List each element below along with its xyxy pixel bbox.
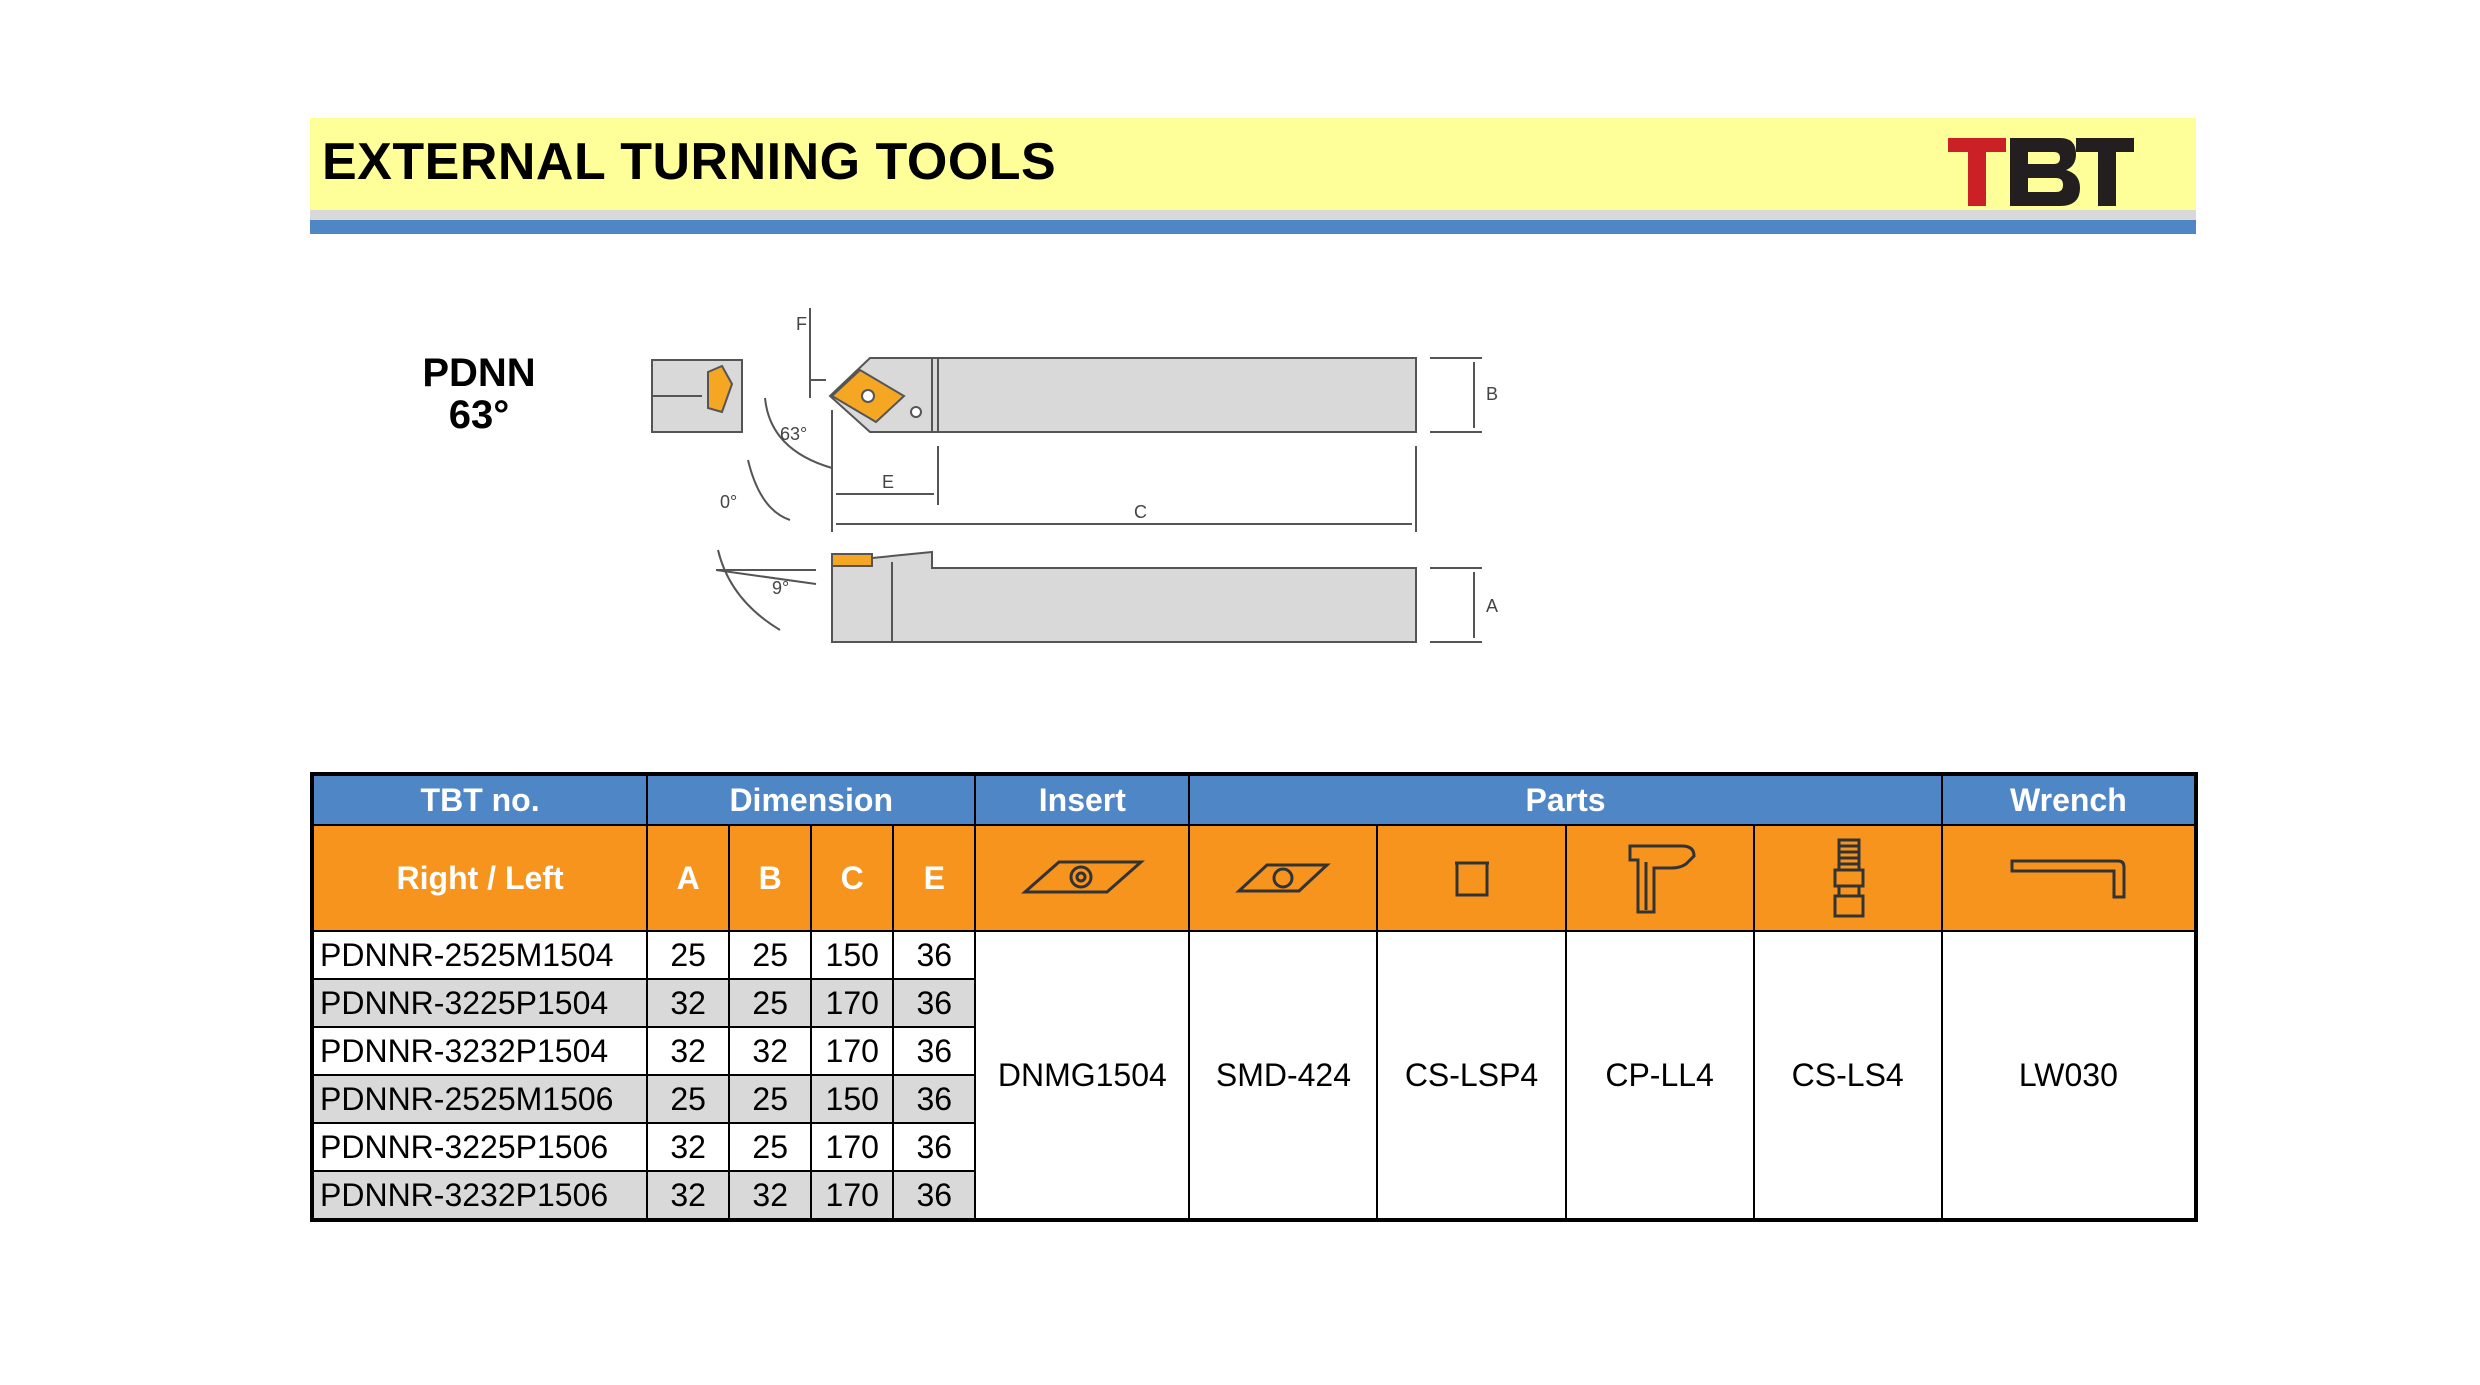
cell-shim: SMD-424: [1189, 931, 1377, 1220]
wrench-icon: [1942, 825, 2196, 931]
cell-e: 36: [893, 1123, 975, 1171]
group-header-row: [312, 774, 2196, 825]
cell-clamp-screw: CS-LS4: [1754, 931, 1942, 1220]
cell-b: 25: [729, 1123, 811, 1171]
cell-c: 170: [811, 979, 893, 1027]
cell-a: 25: [647, 1075, 729, 1123]
hdr-wrench: Wrench: [1942, 774, 2196, 825]
cell-c: 170: [811, 1027, 893, 1075]
cell-b: 25: [729, 979, 811, 1027]
cell-a: 32: [647, 1027, 729, 1075]
shim-screw-icon: [1377, 825, 1565, 931]
hdr-parts: Parts: [1189, 774, 1941, 825]
table-row: [312, 931, 2196, 979]
dim-f: F: [796, 314, 807, 334]
cell-code: PDNNR-3232P1504: [312, 1027, 647, 1075]
cell-clamp: CP-LL4: [1566, 931, 1754, 1220]
cell-b: 25: [729, 931, 811, 979]
cell-code: PDNNR-3225P1506: [312, 1123, 647, 1171]
spec-table: [310, 772, 2198, 1222]
hdr-e: E: [893, 825, 975, 931]
dim-a: A: [1486, 596, 1499, 616]
sub-header-row: [312, 825, 2196, 931]
cell-e: 36: [893, 979, 975, 1027]
cell-c: 150: [811, 1075, 893, 1123]
cell-insert: DNMG1504: [975, 931, 1189, 1220]
header-gray-rule: [310, 210, 2196, 220]
cell-a: 32: [647, 1171, 729, 1220]
cell-a: 25: [647, 931, 729, 979]
cell-c: 170: [811, 1123, 893, 1171]
cell-a: 32: [647, 979, 729, 1027]
model-label: [396, 352, 562, 436]
cell-e: 36: [893, 1171, 975, 1220]
model-angle: 63°: [448, 393, 510, 437]
cell-e: 36: [893, 1075, 975, 1123]
cell-wrench: LW030: [1942, 931, 2196, 1220]
header-blue-rule: [310, 220, 2196, 234]
angle-lead: 63°: [780, 424, 808, 444]
hdr-tbt-no: TBT no.: [312, 774, 647, 825]
insert-icon: [975, 825, 1189, 931]
cell-a: 32: [647, 1123, 729, 1171]
model-name: PDNN: [422, 351, 536, 395]
cell-code: PDNNR-2525M1506: [312, 1075, 647, 1123]
tool-drawing: [620, 300, 1520, 660]
cell-code: PDNNR-3232P1506: [312, 1171, 647, 1220]
hdr-a: A: [647, 825, 729, 931]
top-view-body: [932, 358, 1416, 432]
angle-zero: 0°: [720, 492, 738, 512]
page-title: EXTERNAL TURNING TOOLS: [322, 133, 1057, 191]
hdr-b: B: [729, 825, 811, 931]
side-view-body: [832, 552, 1416, 642]
header-banner: [310, 118, 2196, 210]
cell-b: 32: [729, 1027, 811, 1075]
cell-b: 32: [729, 1171, 811, 1220]
cell-e: 36: [893, 1027, 975, 1075]
hdr-right-left: Right / Left: [312, 825, 647, 931]
dim-c: C: [1134, 502, 1147, 522]
shim-icon: [1189, 825, 1377, 931]
cell-e: 36: [893, 931, 975, 979]
cell-code: PDNNR-3225P1504: [312, 979, 647, 1027]
cell-c: 170: [811, 1171, 893, 1220]
clamp-screw-icon: [1754, 825, 1942, 931]
cell-b: 25: [729, 1075, 811, 1123]
cell-shim-screw: CS-LSP4: [1377, 931, 1565, 1220]
dim-b: B: [1486, 384, 1499, 404]
hdr-insert: Insert: [975, 774, 1189, 825]
clamp-icon: [1566, 825, 1754, 931]
hdr-dimension: Dimension: [647, 774, 975, 825]
cell-code: PDNNR-2525M1504: [312, 931, 647, 979]
angle-rake: 9°: [772, 578, 790, 598]
dim-e: E: [882, 472, 895, 492]
tbt-logo: [1948, 134, 2134, 206]
insert-side: [832, 554, 872, 566]
cell-c: 150: [811, 931, 893, 979]
hdr-c: C: [811, 825, 893, 931]
